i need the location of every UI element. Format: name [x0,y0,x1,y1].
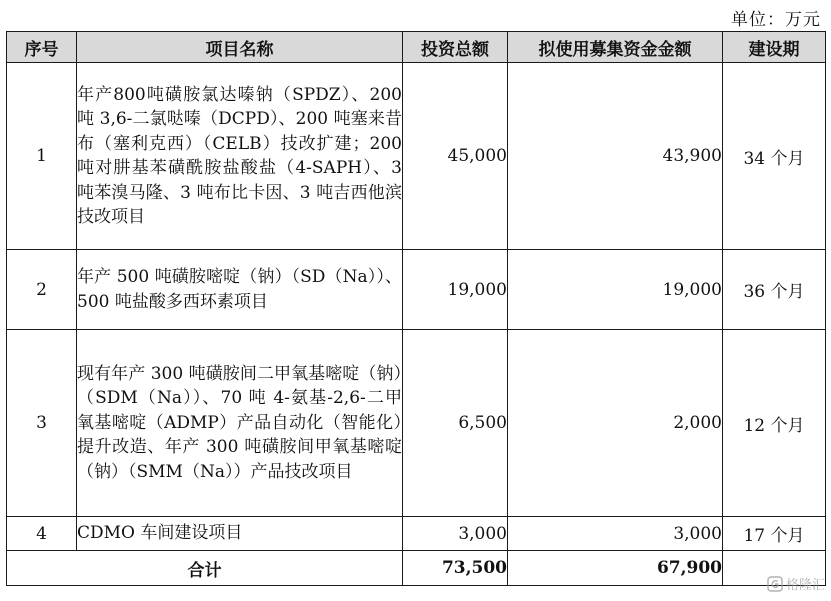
row-total-investment: 19,000 [403,250,508,330]
row-construction-period: 34 个月 [723,63,826,250]
raised-funds-sum: 67,900 [508,551,723,586]
table-row [7,330,826,517]
fundraising-projects-table [6,31,826,586]
row-total-investment: 6,500 [403,330,508,517]
header-seq: 序号 [7,32,77,63]
table-header-row [7,32,826,63]
watermark-text: 格隆汇 [785,578,825,593]
row-seq: 3 [7,330,77,517]
header-construction-period: 建设期 [723,32,826,63]
row-construction-period: 12 个月 [723,330,826,517]
row-project-name: 年产 500 吨磺胺嘧啶（钠）（SD（Na））、500 吨盐酸多西环素项目 [77,250,403,330]
row-raised-funds: 43,900 [508,63,723,250]
row-seq: 1 [7,63,77,250]
table-row [7,517,826,551]
header-project-name: 项目名称 [77,32,403,63]
row-total-investment: 3,000 [403,517,508,551]
row-construction-period: 17 个月 [723,517,826,551]
row-raised-funds: 19,000 [508,250,723,330]
gelonghui-logo-icon [767,576,783,592]
table-row [7,250,826,330]
row-project-name: CDMO 车间建设项目 [77,517,403,551]
total-investment-sum: 73,500 [403,551,508,586]
row-project-name: 年产800吨磺胺氯达嗪钠（SPDZ）、200 吨 3,6-二氯哒嗪（DCPD）、200 吨塞来昔布（塞利克西）（CELB）技改扩建；200 吨对肼基苯磺酰胺盐酸盐（4-SAPH）、3 吨苯溴马隆、3 吨布比卡因、3 吨吉西他滨技改项目 [77,63,403,250]
unit-label: 单位：万元 [731,10,821,30]
table-row [7,63,826,250]
watermark [767,574,825,593]
row-project-name: 现有年产 300 吨磺胺间二甲氧基嘧啶（钠）（SDM（Na））、70 吨 4-氨基-2,6-二甲氧基嘧啶（ADMP）产品自动化（智能化）提升改造、年产 300 吨磺胺间甲氧基嘧啶（钠）（SMM（Na））产品技改项目 [77,330,403,517]
header-raised-funds: 拟使用募集资金金额 [508,32,723,63]
header-total-investment: 投资总额 [403,32,508,63]
row-raised-funds: 3,000 [508,517,723,551]
total-label: 合计 [7,551,403,586]
total-row [7,551,826,586]
row-construction-period: 36 个月 [723,250,826,330]
row-seq: 4 [7,517,77,551]
row-total-investment: 45,000 [403,63,508,250]
row-seq: 2 [7,250,77,330]
row-raised-funds: 2,000 [508,330,723,517]
